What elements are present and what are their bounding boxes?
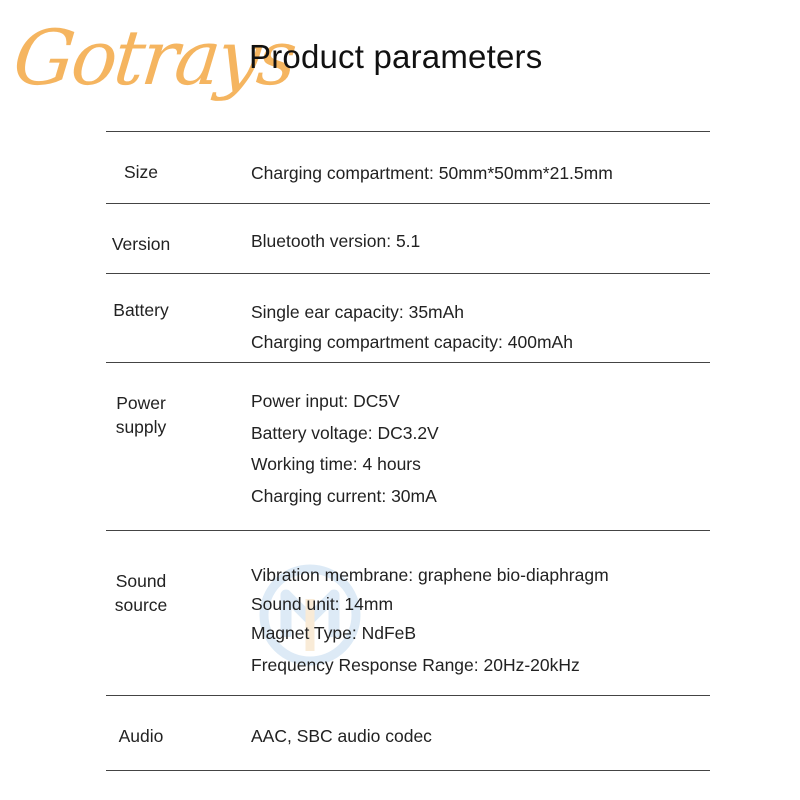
spec-value: Charging compartment capacity: 400mAh: [251, 332, 573, 352]
spec-value: Magnet Type: NdFeB: [251, 623, 417, 643]
spec-row-audio: [106, 695, 710, 771]
spec-value: Frequency Response Range: 20Hz-20kHz: [251, 655, 580, 675]
spec-value: AAC, SBC audio codec: [251, 726, 432, 746]
spec-value: Charging compartment: 50mm*50mm*21.5mm: [251, 163, 613, 183]
spec-value: Power input: DC5V: [251, 391, 400, 411]
spec-row-power-supply: [106, 362, 710, 531]
spec-label: Battery: [113, 300, 169, 320]
spec-label: Audio: [118, 726, 164, 746]
spec-value: Vibration membrane: graphene bio-diaphragm: [251, 565, 609, 585]
spec-value: Single ear capacity: 35mAh: [251, 302, 465, 322]
spec-value: Battery voltage: DC3.2V: [251, 423, 439, 443]
spec-value: Bluetooth version: 5.1: [251, 231, 421, 251]
spec-row-battery: [106, 273, 710, 363]
spec-row-version: [106, 203, 710, 274]
spec-label: Power supply: [115, 393, 167, 437]
brand-logo: [9, 2, 299, 130]
spec-value: Charging current: 30mA: [251, 486, 437, 506]
svg-text:Gotrays: Gotrays: [9, 13, 299, 102]
spec-label: Size: [123, 162, 159, 182]
page-title: Product parameters: [249, 38, 543, 75]
spec-label: Sound source: [114, 571, 168, 615]
spec-row-size: [106, 131, 710, 204]
spec-row-sound-source: [106, 530, 710, 696]
spec-value: Sound unit: 14mm: [251, 594, 394, 614]
spec-label: Version: [111, 234, 171, 254]
spec-value: Working time: 4 hours: [251, 454, 421, 474]
